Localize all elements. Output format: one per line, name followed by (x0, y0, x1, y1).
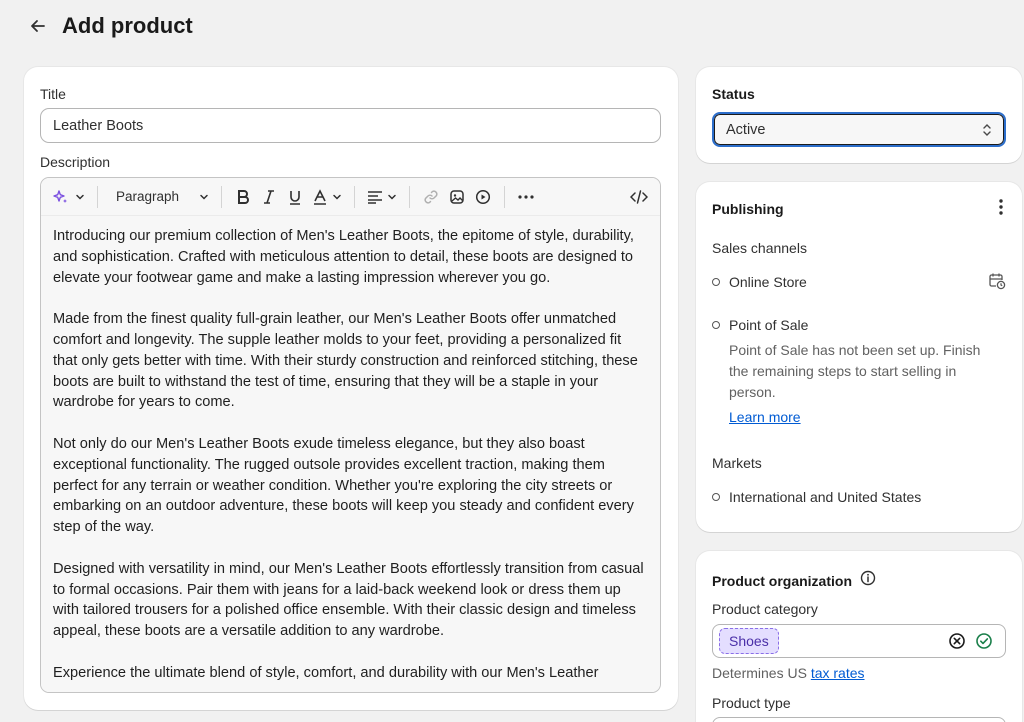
insert-image-button[interactable] (444, 183, 470, 211)
product-type-input[interactable] (712, 717, 1006, 722)
product-organization-title: Product organization (712, 572, 852, 589)
category-tag[interactable]: Shoes (719, 628, 779, 654)
description-editor (40, 177, 661, 693)
bold-button[interactable] (230, 183, 256, 211)
publishing-title: Publishing (712, 201, 784, 217)
chevron-down-icon (75, 192, 85, 202)
play-circle-icon (475, 189, 491, 205)
check-circle-icon[interactable] (975, 632, 993, 655)
chevron-down-icon (387, 192, 397, 202)
description-paragraph: Made from the finest quality full-grain leather, our Men's Leather Boots offer unmatched comfort and longevity. The supple leather molds to your feet, providing a personalized fit that only gets better with time. With their sturdy construction and reinforced stitching, these boots are built to withstand the test of time, ensuring that they will be a staple in your wardrobe for years to come. (53, 311, 638, 411)
text-color-button[interactable] (308, 183, 346, 211)
market-international-us (712, 489, 921, 505)
align-button[interactable] (363, 183, 401, 211)
bold-icon (236, 189, 250, 205)
category-actions (948, 632, 993, 655)
calendar-clock-icon[interactable] (988, 272, 1006, 295)
select-arrows-icon (982, 123, 992, 137)
editor-toolbar (41, 178, 660, 216)
product-organization-header (712, 570, 876, 591)
channel-name: Online Store (729, 274, 807, 290)
market-name: International and United States (729, 489, 922, 505)
sales-channels-label: Sales channels (712, 240, 807, 256)
status-dot-icon (712, 321, 720, 329)
status-select[interactable] (712, 112, 1006, 147)
status-dot-icon (712, 493, 720, 501)
ai-magic-button[interactable] (49, 183, 89, 211)
page-title: Add product (62, 13, 193, 38)
publishing-card (696, 182, 1022, 532)
align-left-icon (367, 190, 383, 204)
more-vertical-icon[interactable] (998, 198, 1004, 221)
channel-online-store (712, 274, 807, 290)
tax-rates-link[interactable]: tax rates (810, 665, 865, 681)
description-text-area[interactable] (41, 216, 660, 693)
title-input[interactable] (40, 108, 661, 143)
status-card (696, 67, 1022, 163)
text-color-icon (312, 189, 328, 205)
description-paragraph: Introducing our premium collection of Men's Leather Boots, the epitome of style, durability, and sophistication. Crafted with meticulous attention to detail, these boots are designed to elevate your footwear game and make a lasting impression wherever you go. (53, 228, 634, 286)
paragraph-format-label: Paragraph (116, 189, 180, 204)
code-icon (630, 189, 648, 205)
status-title: Status (712, 86, 755, 102)
italic-icon (262, 189, 276, 205)
product-type-label: Product type (712, 695, 791, 711)
insert-video-button[interactable] (470, 183, 496, 211)
product-category-field[interactable] (712, 624, 1006, 658)
markets-label: Markets (712, 455, 762, 471)
product-organization-card (696, 551, 1022, 722)
toolbar-divider (97, 186, 98, 208)
learn-more-link[interactable]: Learn more (729, 409, 801, 425)
description-paragraph: Experience the ultimate blend of style, comfort, and durability with our Men's Leather (53, 664, 599, 681)
italic-button[interactable] (256, 183, 282, 211)
toolbar-divider (354, 186, 355, 208)
back-arrow-icon[interactable] (26, 14, 50, 38)
pos-setup-note: Point of Sale has not been set up. Finish the remaining steps to start selling in person. (729, 342, 981, 400)
clear-circle-icon[interactable] (948, 632, 966, 655)
chevron-down-icon (332, 192, 342, 202)
chevron-down-icon (199, 192, 209, 202)
toolbar-divider (221, 186, 222, 208)
page-header (26, 10, 193, 42)
title-label: Title (40, 86, 66, 102)
product-details-card (24, 67, 678, 710)
helper-prefix: Determines US (712, 665, 807, 681)
image-icon (449, 189, 465, 205)
description-paragraph: Designed with versatility in mind, our Men's Leather Boots effortlessly transition from casual to formal occasions. Pair them with jeans for a laid-back weekend look or dress them up with tailored trousers for a polished office ensemble. With their classic design and timeless appeal, these boots are a versatile addition to any wardrobe. (53, 560, 644, 640)
channel-name: Point of Sale (729, 317, 809, 333)
sparkle-icon (53, 189, 69, 205)
paragraph-format-select[interactable] (106, 183, 213, 211)
channel-point-of-sale (712, 317, 808, 333)
info-icon[interactable] (860, 570, 876, 591)
status-dot-icon (712, 278, 720, 286)
link-button[interactable] (418, 183, 444, 211)
category-helper-text (712, 665, 865, 681)
html-source-button[interactable] (626, 183, 652, 211)
toolbar-divider (504, 186, 505, 208)
description-label: Description (40, 154, 111, 170)
more-horizontal-icon (517, 194, 535, 200)
underline-button[interactable] (282, 183, 308, 211)
product-category-label: Product category (712, 601, 818, 617)
toolbar-divider (409, 186, 410, 208)
link-icon (423, 189, 439, 205)
more-formatting-button[interactable] (513, 183, 539, 211)
status-value: Active (726, 121, 766, 138)
description-paragraph: Not only do our Men's Leather Boots exude timeless elegance, but they also boast exceptional functionality. The rugged outsole provides excellent traction, making them perfect for any terrain or weather condition. Whether you're exploring the city streets or embarking on an outdoor adventure, these boots will keep you steady and confident every step of the way. (53, 435, 634, 536)
underline-icon (288, 189, 302, 205)
